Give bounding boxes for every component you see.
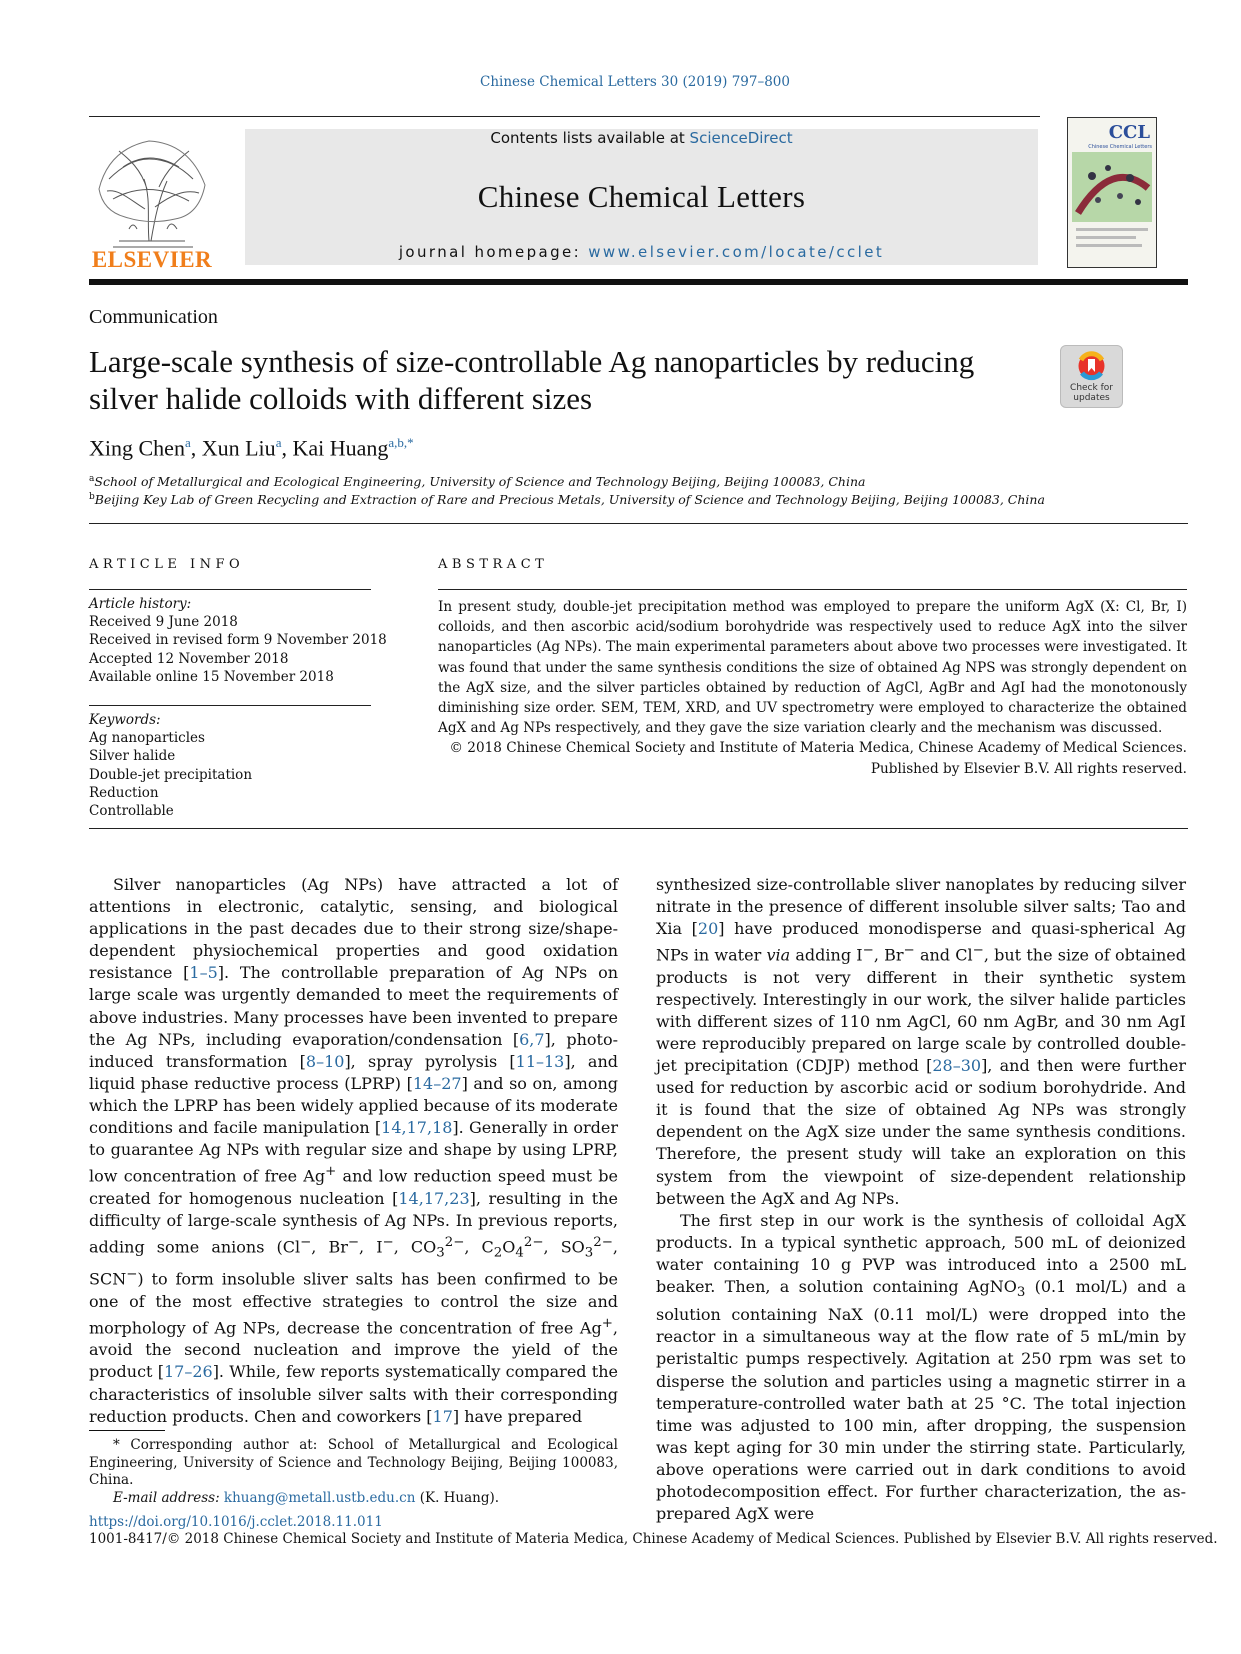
keywords-rule [89, 705, 371, 706]
footnote-body: Corresponding author at: School of Metallurgical and Ecological Engineering, University of Science and Technology Beijing, Beijing 100083, China. [89, 1437, 618, 1489]
subscript: 3 [436, 1245, 445, 1261]
crossmark-label-line-2: updates [1073, 393, 1110, 403]
journal-citation[interactable]: Chinese Chemical Letters 30 (2019) 797–800 [480, 74, 790, 90]
body-text: The first step in our work is the synthesis of colloidal AgX products. In a typical synthetic approach, 500 mL of deionized water containing 10 g PVP was introduced into a 2500 mL beaker. Then, a solution containing AgNO [656, 1210, 1186, 1297]
doi-link[interactable] [89, 1514, 383, 1530]
homepage-link[interactable]: www.elsevier.com/locate/cclet [588, 243, 885, 261]
check-for-updates-button[interactable] [1060, 345, 1123, 408]
body-text: , SO [543, 1237, 585, 1257]
reference-link[interactable]: 6,7 [519, 1029, 545, 1049]
body-paragraph [89, 874, 618, 1428]
keyword: Double-jet precipitation [89, 766, 253, 783]
abstract-copyright-1: © 2018 Chinese Chemical Society and Institute of Materia Medica, Chinese Academy of Medical Sciences. [449, 740, 1187, 757]
keyword: Silver halide [89, 748, 176, 765]
author-name[interactable]: Kai Huang [292, 435, 389, 461]
body-text: , but the size of obtained products is not very different in their synthetic system respectively. Interestingly in our work, the silver halide particles with different sizes of 110 nm AgCl, 60 nm AgBr, and 30 nm AgI were reproducibly prepared on large scale by controlled double-jet precipitation (CDJP) method [ [656, 945, 1187, 1076]
cover-art-icon [1068, 118, 1156, 267]
author-name[interactable]: Xing Chen [89, 435, 185, 461]
body-column-right [656, 874, 1186, 1525]
affiliation-mark: b [89, 492, 95, 502]
crossmark-icon [1061, 348, 1122, 386]
abstract-rule [438, 589, 1187, 590]
abstract-heading: ABSTRACT [438, 557, 549, 572]
body-paragraph [656, 1210, 1186, 1526]
elsevier-wordmark: ELSEVIER [91, 247, 213, 272]
superscript: − [382, 1234, 394, 1250]
author-affiliation-ref[interactable]: a [184, 435, 191, 450]
crossmark-label-line-1: Check for [1070, 383, 1113, 393]
title-line-1: Large-scale synthesis of size-controllable Ag nanoparticles by reducing [89, 344, 975, 379]
reference-link[interactable]: 14–27 [412, 1073, 462, 1093]
body-text: , I [359, 1237, 383, 1257]
affiliation-text: Beijing Key Lab of Green Recycling and Extraction of Rare and Precious Metals, University of Science and Technology Beijing, Beijing 100083, China [94, 492, 1045, 508]
issn-copyright: 1001-8417/© 2018 Chinese Chemical Society and Institute of Materia Medica, Chinese Academy of Medical Sciences. Published by Elsevier B.V. All rights reserved. [89, 1531, 1218, 1547]
subscript: 3 [1016, 1285, 1026, 1301]
superscript: 2− [444, 1234, 465, 1250]
author-list [89, 435, 414, 461]
superscript: − [126, 1267, 138, 1283]
body-text: ], and then were further used for reduction by ascorbic acid or sodium borohydride. And it is found that the size of obtained Ag NPs was strongly dependent on the AgX size under the same synthesis conditions. Therefore, the present study will take an exploration on this system from the viewpoint of size-dependent relationship between the AgX and Ag NPs. [656, 1056, 1186, 1208]
email-link[interactable]: khuang@metall.ustb.edu.cn [223, 1489, 416, 1506]
history-revised: Received in revised form 9 November 2018 [89, 632, 387, 649]
superscript: − [972, 943, 984, 959]
history-online: Available online 15 November 2018 [89, 668, 334, 685]
body-text: Silver nanoparticles (Ag NPs) have attracted a lot of attentions in electronic, catalytic, sensing, and biological applications in the past decades due to their strong size/shape-dependent physiochemical properties and good oxidation resistance [ [89, 875, 618, 983]
keywords-label: Keywords: [89, 712, 161, 728]
article-history-label: Article history: [89, 596, 192, 612]
body-text: ]. The controllable preparation of Ag NPs on large scale was urgently demanded to meet the requirements of above industries. Many processes have been invented to prepare the Ag NPs, including evaporation/condensation [ [89, 963, 619, 1049]
abstract-body [438, 597, 1187, 779]
author-affiliation-ref[interactable]: a,b,* [388, 435, 414, 450]
article-info-heading: ARTICLE INFO [89, 557, 245, 572]
body-column-left [89, 874, 618, 1428]
doi-url[interactable]: https://doi.org/10.1016/j.cclet.2018.11.011 [89, 1514, 383, 1530]
footnote-email-line [89, 1490, 618, 1508]
corresponding-author-footnote [89, 1437, 618, 1507]
article-type: Communication [89, 306, 218, 328]
superscript: 2− [523, 1234, 544, 1250]
superscript: − [347, 1234, 360, 1250]
header-thick-rule [89, 279, 1188, 285]
body-text: ] have produced monodisperse and quasi-spherical Ag NPs in water [656, 919, 1187, 965]
abstract-text: In present study, double-jet precipitation method was employed to prepare the uniform AgX (X: Cl, Br, I) colloids, and then ascorbic acid/sodium borohydride was respectively used to reduce AgX into the silver nanoparticles (Ag NPs). The main experimental parameters about above two processes were investigated. It was found that under the same synthesis conditions the size of obtained Ag NPS was strongly dependent on the AgX size, and the silver particles obtained by reduction of AgCl, AgBr and AgI had the monotonously diminishing size order. SEM, TEM, XRD, and UV spectrometry were employed to characterize the obtained AgX and Ag NPs respectively, and they gave the size variation clearly and the mechanism was discussed. [438, 599, 1187, 737]
reference-link[interactable]: 20 [697, 919, 719, 939]
header-rule [89, 116, 1040, 117]
reference-link[interactable]: 11–13 [515, 1051, 565, 1071]
subscript: 2 [493, 1245, 503, 1261]
body-text: , C [464, 1237, 494, 1257]
body-text: ], spray pyrolysis [ [344, 1051, 516, 1071]
superscript: + [325, 1164, 337, 1180]
superscript: + [601, 1315, 613, 1331]
superscript: − [300, 1234, 312, 1250]
article-title [89, 343, 1049, 417]
footnote-mark: * [113, 1437, 120, 1453]
cover-journal-name: Chinese Chemical Letters [1088, 144, 1152, 150]
sciencedirect-link[interactable]: ScienceDirect [689, 129, 793, 147]
crossmark-label [1061, 383, 1122, 403]
article-history [89, 595, 389, 686]
reference-link[interactable]: 14,17,23 [398, 1188, 470, 1208]
contents-availability [245, 129, 1038, 147]
subscript: 4 [515, 1245, 524, 1261]
body-text: , Br [873, 945, 904, 965]
footnote-rule [89, 1430, 165, 1431]
body-text: ]. While, few reports systematically compared the characteristics of insoluble silver salts with their corresponding reduction products. Chen and coworkers [ [89, 1362, 618, 1426]
affiliation-text: School of Metallurgical and Ecological Engineering, University of Science and Technology Beijing, Beijing 100083, China [94, 474, 866, 490]
body-text: and low reduction speed must be created for homogenous nucleation [ [89, 1166, 618, 1208]
cover-abbr: CCL [1108, 122, 1150, 143]
body-text: ], photo-induced transformation [ [89, 1029, 618, 1071]
superscript: − [862, 943, 874, 959]
footnote-text [89, 1437, 618, 1490]
front-matter-rule [89, 828, 1188, 829]
contents-prefix: Contents lists available at [490, 129, 690, 147]
journal-homepage [245, 243, 1038, 261]
body-text: O [502, 1237, 516, 1257]
body-text: ]. Generally in order to guarantee Ag NPs with regular size and shape by using LPRP, low concentration of free Ag [89, 1118, 618, 1186]
italic-text: via [766, 945, 791, 965]
body-text: ] have prepared [452, 1406, 583, 1426]
body-paragraph [656, 874, 1186, 1210]
reference-link[interactable]: 17 [432, 1406, 453, 1426]
journal-title: Chinese Chemical Letters [477, 179, 806, 214]
body-text: , SCN [89, 1237, 619, 1289]
email-suffix: (K. Huang). [415, 1489, 500, 1506]
abstract-copyright-2: Published by Elsevier B.V. All rights reserved. [870, 760, 1187, 777]
affiliation-a [89, 474, 865, 489]
keyword: Reduction [89, 784, 159, 801]
body-text: ) to form insoluble sliver salts has been confirmed to be one of the most effective strategies to control the size and morphology of Ag NPs, decrease the concentration of free Ag [89, 1269, 618, 1338]
reference-link[interactable]: 28–30 [932, 1056, 982, 1076]
body-text: , Br [311, 1237, 348, 1257]
author-separator: , [281, 435, 293, 461]
article-info-rule [89, 589, 371, 590]
body-text: and Cl [914, 945, 973, 965]
keyword: Ag nanoparticles [89, 730, 205, 747]
body-text: adding I [790, 945, 863, 965]
history-accepted: Accepted 12 November 2018 [89, 650, 289, 667]
subscript: 3 [584, 1245, 594, 1261]
email-label: E-mail address: [113, 1489, 224, 1506]
elsevier-logo[interactable] [89, 129, 215, 272]
body-text: , avoid the second nucleation and improve the yield of the product [ [89, 1318, 618, 1382]
history-received: Received 9 June 2018 [89, 614, 238, 631]
superscript: 2− [593, 1234, 613, 1250]
author-separator: , [190, 435, 202, 461]
journal-banner [245, 129, 1038, 265]
journal-cover-thumbnail[interactable] [1067, 117, 1157, 268]
body-text: ] and so on, among which the LPRP has been widely applied because of its moderate conditions and facile manipulation [ [89, 1073, 618, 1138]
reference-link[interactable]: 8–10 [305, 1051, 345, 1071]
reference-link[interactable]: 17–26 [163, 1362, 213, 1382]
title-block-rule [89, 523, 1188, 524]
body-text: ], and liquid phase reductive process (LPRP) [ [89, 1051, 619, 1093]
reference-link[interactable]: 14,17,18 [381, 1118, 453, 1138]
affiliation-mark: a [89, 474, 95, 484]
author-affiliation-ref[interactable]: a [275, 435, 282, 450]
body-text: (0.1 mol/L) and a solution containing NaX (0.11 mol/L) were dropped into the reactor in a simultaneous way at the flow rate of 5 mL/min by peristaltic pumps respectively. Agitation at 250 rpm was set to disperse the solution and particles using a magnetic stirrer in a temperature-controlled water bath at 25 °C. The total injection time was adjusted to 100 min, after dropping, the suspension was kept aging for 30 min under the stirring state. Particularly, above operations were carried out in dark conditions to avoid photodecomposition effect. For further characterization, the as-prepared AgX were [656, 1277, 1187, 1524]
homepage-prefix: journal homepage: [398, 243, 589, 261]
author-name[interactable]: Xun Liu [201, 435, 276, 461]
affiliation-b [89, 492, 1045, 507]
reference-link[interactable]: 1–5 [189, 963, 218, 983]
title-line-2: silver halide colloids with different sizes [89, 381, 593, 416]
keywords [89, 711, 389, 820]
body-text: synthesized size-controllable sliver nanoplates by reducing silver nitrate in the presence of different insoluble silver salts; Tao and Xia [ [656, 875, 1186, 939]
body-text: , CO [393, 1237, 437, 1257]
keyword: Controllable [89, 803, 174, 820]
superscript: − [903, 943, 915, 959]
body-text: ], resulting in the difficulty of large-scale synthesis of Ag NPs. In previous reports, adding some anions (Cl [89, 1188, 618, 1257]
